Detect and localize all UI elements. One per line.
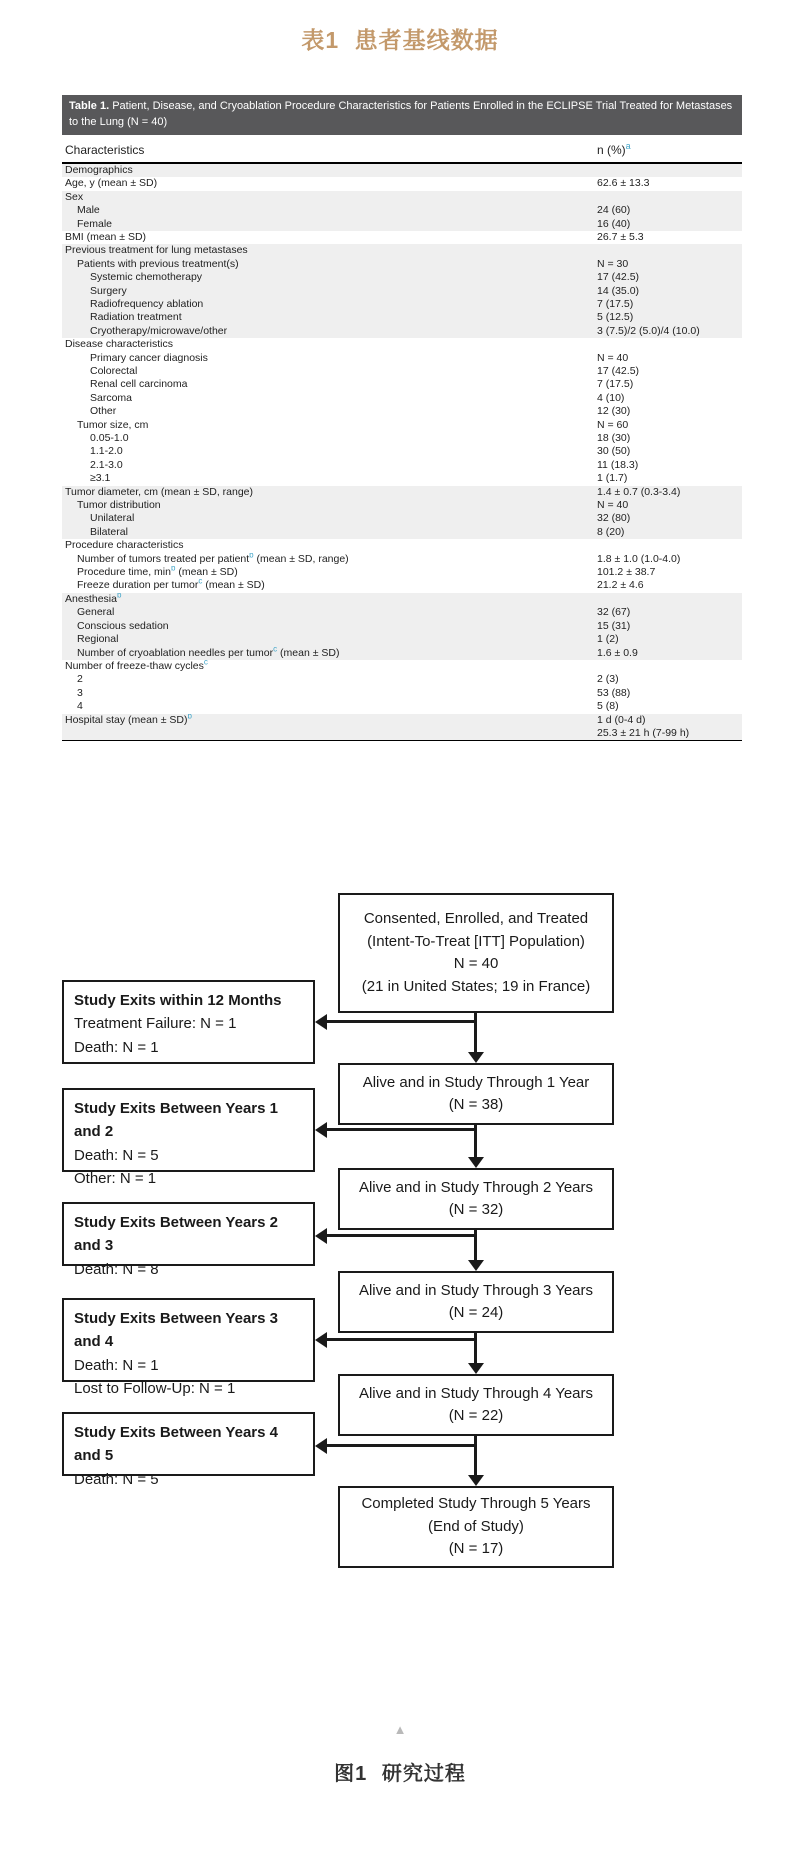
table-row bbox=[62, 687, 742, 700]
row-value bbox=[597, 338, 742, 351]
row-label: Anesthesia$^b$ bbox=[62, 593, 597, 606]
row-value: N = 40 bbox=[597, 351, 629, 364]
row-label: ≥3.1 bbox=[90, 472, 111, 485]
row-label: Systemic chemotherapy bbox=[90, 271, 203, 284]
row-value: 16 (40) bbox=[597, 217, 631, 230]
footnote-marker-b: b bbox=[187, 713, 192, 721]
row-value: 24 (60) bbox=[597, 204, 631, 217]
row-value: N = 40 bbox=[597, 499, 629, 512]
table-row bbox=[62, 177, 742, 190]
table-row bbox=[62, 204, 742, 217]
row-label: Unilateral bbox=[90, 512, 135, 525]
flow-connector-horizontal-1 bbox=[327, 1020, 477, 1023]
row-label: Regional bbox=[77, 633, 119, 646]
flow-box-line: N = 40 bbox=[453, 955, 499, 972]
table-row bbox=[62, 526, 742, 539]
flow-connector-horizontal-3 bbox=[327, 1234, 477, 1237]
flow-connector-horizontal-4 bbox=[327, 1338, 477, 1341]
table-row bbox=[62, 660, 742, 673]
row-label: Procedure characteristics bbox=[65, 539, 184, 552]
row-value: 3 (7.5)/2 (5.0)/4 (10.0) bbox=[597, 324, 700, 337]
table-row bbox=[62, 445, 742, 458]
row-label: 3 bbox=[77, 686, 83, 699]
row-value: 2 (3) bbox=[597, 673, 619, 686]
row-label: Number of cryoablation needles per tumor$^c$ (mean ± SD) bbox=[62, 647, 597, 660]
flow-box-line: Other: N = 1 bbox=[74, 1169, 157, 1187]
flow-box-line: (Intent-To-Treat [ITT] Population) bbox=[367, 932, 585, 950]
row-value: 1 (2) bbox=[597, 633, 619, 646]
table-row bbox=[62, 539, 742, 552]
row-value: 32 (80) bbox=[597, 512, 631, 525]
row-label: Radiofrequency ablation bbox=[90, 297, 204, 310]
row-label: 1.1-2.0 bbox=[90, 445, 123, 458]
table-caption-number: Table 1. bbox=[69, 100, 110, 112]
table-row bbox=[62, 352, 742, 365]
figure-caption: 图1 研究过程 bbox=[334, 1763, 466, 1785]
row-value bbox=[597, 660, 742, 673]
row-value: 18 (30) bbox=[597, 432, 631, 444]
row-label: Sarcoma bbox=[90, 391, 133, 404]
column-header-n-percent bbox=[597, 140, 742, 157]
row-label: Number of tumors treated per patient$^b$ (mean ± SD, range) bbox=[62, 553, 597, 566]
flow-connector-horizontal-5 bbox=[327, 1444, 477, 1447]
flow-exit-title: Study Exits Between Years 3 and 4 bbox=[74, 1310, 278, 1351]
row-value: 21.2 ± 4.6 bbox=[597, 579, 644, 592]
row-value bbox=[597, 191, 742, 204]
row-value: 1 (1.7) bbox=[597, 472, 628, 485]
row-label: Surgery bbox=[90, 284, 127, 297]
row-label: Female bbox=[77, 217, 113, 230]
row-value bbox=[597, 539, 742, 552]
flow-main-box-6 bbox=[338, 1486, 614, 1568]
table-row bbox=[62, 593, 742, 606]
row-label: 2 bbox=[77, 673, 83, 686]
row-value: 4 (10) bbox=[597, 391, 625, 404]
flow-main-box-2 bbox=[338, 1063, 614, 1125]
row-value: 1.6 ± 0.9 bbox=[597, 646, 638, 659]
flow-main-box-1 bbox=[338, 893, 614, 1013]
arrow-down-icon-4 bbox=[468, 1363, 484, 1374]
arrow-left-icon-4 bbox=[315, 1332, 327, 1348]
table-row bbox=[62, 432, 742, 445]
row-label: Freeze duration per tumor$^c$ (mean ± SD) bbox=[62, 579, 597, 592]
arrow-down-icon-3 bbox=[468, 1260, 484, 1271]
row-value: 1.4 ± 0.7 (0.3-3.4) bbox=[597, 485, 681, 498]
footnote-marker-a: a bbox=[625, 140, 631, 151]
column-header-n-percent-text: n (%) bbox=[597, 142, 626, 157]
flow-connector-horizontal-2 bbox=[327, 1128, 477, 1131]
table-body bbox=[62, 164, 742, 741]
row-value: 5 (12.5) bbox=[597, 311, 634, 324]
row-value: 17 (42.5) bbox=[597, 364, 640, 377]
row-label: 4 bbox=[77, 700, 83, 713]
arrow-left-icon-1 bbox=[315, 1014, 327, 1030]
flow-exit-box-5 bbox=[62, 1412, 315, 1488]
flow-main-box-3 bbox=[338, 1168, 614, 1230]
flow-connector-vertical-1 bbox=[474, 1013, 477, 1052]
flow-exit-box-3 bbox=[62, 1202, 315, 1278]
row-label: Disease characteristics bbox=[65, 338, 173, 351]
flow-box-line: Death: N = 5 bbox=[74, 1146, 159, 1164]
column-header-characteristics: Characteristics bbox=[65, 142, 145, 157]
table-caption bbox=[62, 95, 742, 135]
footnote-marker-b: b bbox=[116, 592, 122, 600]
arrow-down-icon-1 bbox=[468, 1052, 484, 1063]
flow-box-line: Death: N = 1 bbox=[74, 1038, 159, 1056]
row-value: 7 (17.5) bbox=[597, 378, 634, 391]
row-value: 15 (31) bbox=[597, 619, 631, 632]
row-value: 12 (30) bbox=[597, 405, 631, 418]
table-row bbox=[62, 620, 742, 633]
flow-box-line: Alive and in Study Through 4 Years bbox=[358, 1384, 594, 1402]
table-row bbox=[62, 271, 742, 284]
row-value bbox=[597, 244, 742, 257]
row-value: 1.8 ± 1.0 (1.0-4.0) bbox=[597, 552, 681, 565]
table-row bbox=[62, 231, 742, 244]
row-label: Hospital stay (mean ± SD)$^b$ bbox=[62, 714, 597, 727]
row-value: 8 (20) bbox=[597, 525, 625, 538]
table-row bbox=[62, 512, 742, 525]
row-label: 2.1-3.0 bbox=[90, 458, 123, 471]
flow-box-line: (N = 17) bbox=[448, 1540, 504, 1558]
arrow-left-icon-2 bbox=[315, 1122, 327, 1138]
row-label: Tumor size, cm bbox=[77, 418, 149, 431]
row-label: Cryotherapy/microwave/other bbox=[90, 324, 228, 337]
row-label: Colorectal bbox=[90, 364, 138, 377]
flow-exit-box-4 bbox=[62, 1298, 315, 1397]
flow-exit-title: Study Exits Between Years 4 and 5 bbox=[74, 1424, 278, 1465]
flow-box-line: (End of Study) bbox=[428, 1517, 524, 1535]
row-label: General bbox=[77, 606, 115, 619]
row-label bbox=[62, 727, 597, 741]
row-value: 11 (18.3) bbox=[597, 458, 639, 471]
row-value: 17 (42.5) bbox=[597, 271, 640, 284]
row-value: 25.3 ± 21 h (7-99 h) bbox=[597, 726, 690, 739]
row-value: 32 (67) bbox=[597, 606, 631, 619]
row-label: Demographics bbox=[65, 163, 133, 176]
table-row bbox=[62, 499, 742, 512]
flow-box-line: Alive and in Study Through 2 Years bbox=[358, 1178, 594, 1196]
flow-exit-title: Study Exits Between Years 2 and 3 bbox=[74, 1214, 278, 1255]
table-row bbox=[62, 405, 742, 418]
arrow-down-icon-2 bbox=[468, 1157, 484, 1168]
flow-box-line: (21 in United States; 19 in France) bbox=[361, 977, 591, 995]
row-label: Previous treatment for lung metastases bbox=[65, 244, 248, 257]
row-value: 101.2 ± 38.7 bbox=[597, 566, 656, 579]
arrow-down-icon-5 bbox=[468, 1475, 484, 1486]
flow-box-line: Treatment Failure: N = 1 bbox=[74, 1015, 237, 1033]
flow-exit-box-1 bbox=[62, 980, 315, 1064]
flow-box-line: (N = 32) bbox=[448, 1201, 504, 1218]
flow-main-box-4 bbox=[338, 1271, 614, 1333]
page-title: 表1 患者基线数据 bbox=[301, 27, 499, 53]
row-value: 14 (35.0) bbox=[597, 284, 640, 297]
row-value: 7 (17.5) bbox=[597, 297, 634, 310]
row-label: Patients with previous treatment(s) bbox=[77, 257, 239, 270]
table-row bbox=[62, 566, 742, 579]
flow-box-line: Death: N = 1 bbox=[74, 1356, 159, 1374]
table-row bbox=[62, 579, 742, 592]
flow-box-line: Lost to Follow-Up: N = 1 bbox=[74, 1379, 236, 1397]
row-value: 5 (8) bbox=[597, 700, 619, 713]
row-value: 30 (50) bbox=[597, 445, 631, 458]
row-label: Other bbox=[90, 405, 117, 418]
table-caption-text: Patient, Disease, and Cryoablation Procedure Characteristics for Patients Enrolled in the ECLIPSE Trial Treated for Metastases to the Lung (N = 40) bbox=[69, 100, 733, 128]
row-value: 1 d (0-4 d) bbox=[597, 713, 646, 726]
table-row bbox=[62, 647, 742, 660]
table-row bbox=[62, 164, 742, 177]
flow-exit-title: Study Exits Between Years 1 and 2 bbox=[74, 1100, 278, 1141]
table-row bbox=[62, 285, 742, 298]
table-row bbox=[62, 325, 742, 338]
table-row bbox=[62, 714, 742, 727]
row-value bbox=[597, 593, 742, 606]
row-label: Primary cancer diagnosis bbox=[90, 351, 208, 364]
arrow-left-icon-5 bbox=[315, 1438, 327, 1454]
baseline-table bbox=[62, 95, 742, 741]
row-label: Sex bbox=[65, 190, 84, 203]
flow-box-line: (N = 22) bbox=[448, 1407, 504, 1424]
characteristics-table bbox=[62, 164, 742, 741]
flow-box-line: (N = 38) bbox=[448, 1096, 504, 1113]
table-row bbox=[62, 419, 742, 432]
flow-exit-title: Study Exits within 12 Months bbox=[74, 992, 282, 1009]
table-row bbox=[62, 378, 742, 391]
table-row bbox=[62, 553, 742, 566]
row-label: Number of freeze-thaw cycles$^c$ bbox=[62, 660, 597, 673]
row-label: BMI (mean ± SD) bbox=[65, 230, 147, 243]
flowchart bbox=[0, 880, 800, 1600]
table-column-header bbox=[62, 135, 742, 164]
table-row bbox=[62, 486, 742, 499]
row-value: N = 30 bbox=[597, 257, 629, 270]
table-row bbox=[62, 311, 742, 324]
flow-main-box-5 bbox=[338, 1374, 614, 1436]
table-row bbox=[62, 258, 742, 271]
table-row bbox=[62, 392, 742, 405]
flow-box-line: Alive and in Study Through 3 Years bbox=[358, 1281, 594, 1299]
row-label: Age, y (mean ± SD) bbox=[65, 177, 158, 190]
flow-box-line: Death: N = 5 bbox=[74, 1470, 159, 1488]
footnote-marker-b: b bbox=[170, 566, 176, 573]
table-row bbox=[62, 298, 742, 311]
row-label: 0.05-1.0 bbox=[90, 432, 129, 444]
footnote-marker-c: c bbox=[273, 646, 278, 653]
row-value: 26.7 ± 5.3 bbox=[597, 230, 644, 243]
footnote-marker-c: c bbox=[198, 579, 203, 586]
row-label: Radiation treatment bbox=[90, 311, 182, 324]
row-label: Bilateral bbox=[90, 525, 128, 538]
row-label: Male bbox=[77, 204, 100, 217]
row-label: Procedure time, min$^b$ (mean ± SD) bbox=[62, 566, 597, 579]
row-label: Conscious sedation bbox=[77, 619, 169, 632]
table-row bbox=[62, 218, 742, 231]
table-row bbox=[62, 606, 742, 619]
footnote-marker-c: c bbox=[203, 659, 208, 667]
table-row bbox=[62, 700, 742, 713]
table-row bbox=[62, 472, 742, 485]
row-label: Renal cell carcinoma bbox=[90, 378, 188, 391]
row-value: 53 (88) bbox=[597, 686, 631, 699]
table-row bbox=[62, 338, 742, 351]
flow-exit-box-2 bbox=[62, 1088, 315, 1187]
flow-box-line: Death: N = 8 bbox=[74, 1260, 159, 1278]
flow-box-line: (N = 24) bbox=[448, 1304, 504, 1321]
row-value: 62.6 ± 13.3 bbox=[597, 177, 650, 190]
row-label: Tumor distribution bbox=[77, 499, 161, 512]
arrow-left-icon-3 bbox=[315, 1228, 327, 1244]
back-to-top-triangle-icon[interactable]: ▲ bbox=[393, 1722, 407, 1737]
footnote-marker-b: b bbox=[249, 552, 254, 560]
table-row bbox=[62, 459, 742, 472]
row-value bbox=[597, 164, 742, 177]
flow-box-line: Completed Study Through 5 Years bbox=[361, 1495, 591, 1513]
table-row bbox=[62, 244, 742, 257]
flow-connector-vertical-5 bbox=[474, 1436, 477, 1475]
table-row bbox=[62, 191, 742, 204]
table-row bbox=[62, 727, 742, 741]
row-value: N = 60 bbox=[597, 418, 629, 431]
row-label: Tumor diameter, cm (mean ± SD, range) bbox=[65, 485, 254, 498]
table-row bbox=[62, 673, 742, 686]
table-row bbox=[62, 633, 742, 646]
table-row bbox=[62, 365, 742, 378]
flow-box-line: Alive and in Study Through 1 Year bbox=[362, 1073, 590, 1091]
flow-box-line: Consented, Enrolled, and Treated bbox=[363, 910, 589, 927]
